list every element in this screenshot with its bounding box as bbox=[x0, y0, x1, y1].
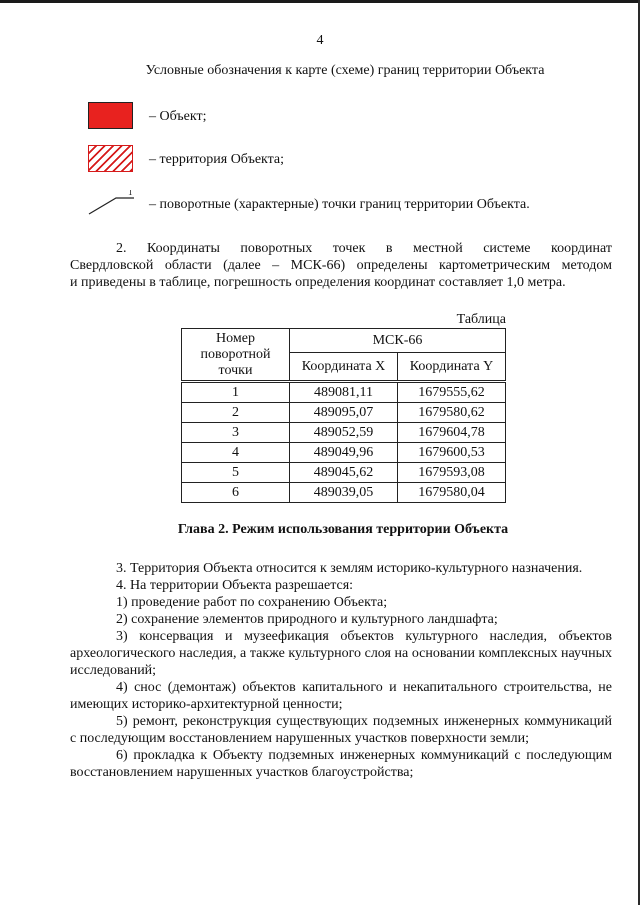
paragraph-4: 4. На территории Объекта разрешается: bbox=[116, 578, 354, 593]
paragraph-2-line-2: Свердловской области (далее – МСК-66) определены картометрическим методом bbox=[70, 258, 612, 273]
cell-x: 489081,11 bbox=[290, 382, 398, 403]
cell-x: 489052,59 bbox=[290, 423, 398, 443]
turning-point-number: 1 bbox=[128, 190, 133, 197]
legend-label-points: – поворотные (характерные) точки границ территории Объекта. bbox=[149, 197, 530, 212]
legend-item-territory bbox=[88, 145, 285, 175]
territory-hatch-icon bbox=[88, 145, 133, 172]
list-item: 2) сохранение элементов природного и культурного ландшафта; bbox=[116, 612, 498, 627]
header-coord-x: Координата X bbox=[290, 353, 398, 382]
regime-text bbox=[70, 560, 612, 781]
cell-point: 3 bbox=[182, 423, 290, 443]
turning-point-line-icon bbox=[88, 190, 138, 220]
cell-x: 489045,62 bbox=[290, 463, 398, 483]
table-row bbox=[182, 443, 506, 463]
table-row bbox=[182, 403, 506, 423]
coordinates-table bbox=[181, 328, 506, 503]
page-number: 4 bbox=[316, 33, 324, 48]
cell-point: 6 bbox=[182, 483, 290, 503]
list-item: 6) прокладка к Объекту подземных инженерных коммуникаций с последующим восстановлением нарушенных участков благоустройства; bbox=[70, 748, 612, 780]
cell-y: 1679555,62 bbox=[398, 382, 506, 403]
scan-top-edge bbox=[0, 0, 640, 3]
list-item: 1) проведение работ по сохранению Объекта; bbox=[116, 595, 388, 610]
cell-y: 1679600,53 bbox=[398, 443, 506, 463]
header-point-number: Номер поворотной точки bbox=[182, 329, 290, 382]
paragraph-3: 3. Территория Объекта относится к землям историко-культурного назначения. bbox=[116, 561, 583, 576]
paragraph-2-line-1: 2. Координаты поворотных точек в местной системе координат bbox=[116, 241, 612, 256]
cell-y: 1679593,08 bbox=[398, 463, 506, 483]
table-row bbox=[182, 483, 506, 503]
cell-point: 2 bbox=[182, 403, 290, 423]
cell-point: 4 bbox=[182, 443, 290, 463]
paragraph-2 bbox=[70, 240, 612, 291]
legend-item-points bbox=[88, 190, 530, 220]
header-coord-y: Координата Y bbox=[398, 353, 506, 382]
cell-y: 1679580,04 bbox=[398, 483, 506, 503]
legend-item-object bbox=[88, 102, 207, 132]
cell-y: 1679580,62 bbox=[398, 403, 506, 423]
header-coordinate-system: МСК-66 bbox=[290, 329, 506, 353]
object-swatch-icon bbox=[88, 102, 133, 129]
list-item: 4) снос (демонтаж) объектов капитального и некапитального строительства, не имеющих историко-архитектурной ценности; bbox=[70, 680, 612, 712]
table-row bbox=[182, 463, 506, 483]
table-row bbox=[182, 423, 506, 443]
paragraph-2-line-3: и приведены в таблице, погрешность определения координат составляет 1,0 метра. bbox=[70, 275, 566, 290]
legend-title: Условные обозначения к карте (схеме) границ территории Объекта bbox=[145, 63, 545, 78]
table-row bbox=[182, 382, 506, 403]
list-item: 3) консервация и музеефикация объектов культурного наследия, объектов археологического наследия, а также культурного слоя на основании комплексных научных исследований; bbox=[70, 629, 612, 678]
list-item: 5) ремонт, реконструкция существующих подземных инженерных коммуникаций с последующим восстановлением нарушенных участков поверхности земли; bbox=[70, 714, 612, 746]
cell-x: 489095,07 bbox=[290, 403, 398, 423]
table-caption: Таблица bbox=[456, 312, 506, 327]
legend-label-territory: – территория Объекта; bbox=[149, 152, 285, 167]
legend-label-object: – Объект; bbox=[149, 109, 207, 124]
cell-x: 489039,05 bbox=[290, 483, 398, 503]
chapter-title: Глава 2. Режим использования территории Объекта bbox=[177, 522, 509, 537]
cell-point: 1 bbox=[182, 382, 290, 403]
cell-y: 1679604,78 bbox=[398, 423, 506, 443]
cell-point: 5 bbox=[182, 463, 290, 483]
cell-x: 489049,96 bbox=[290, 443, 398, 463]
